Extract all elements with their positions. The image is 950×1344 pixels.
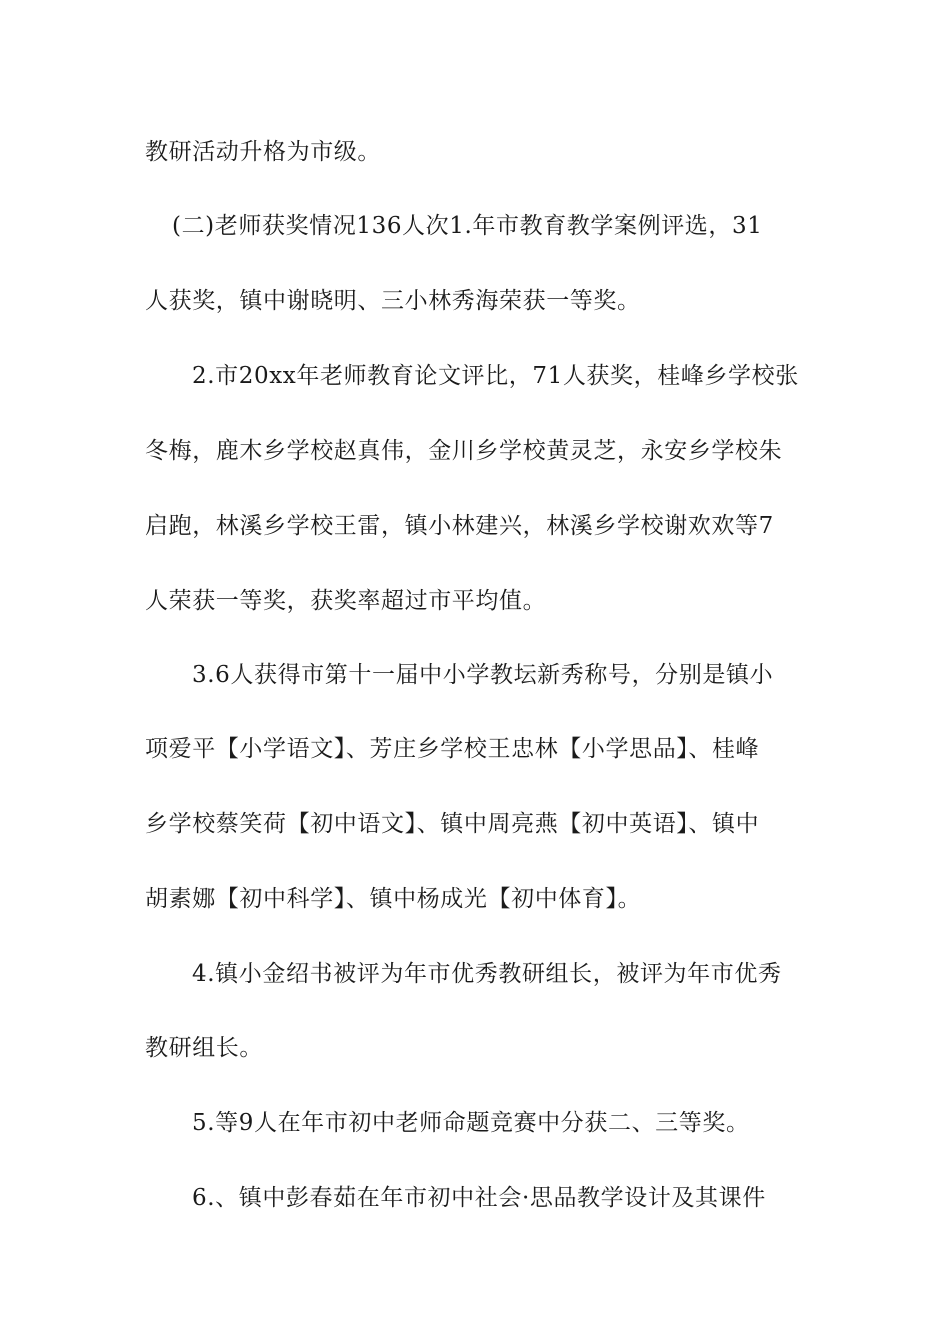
paragraph-start: 3.6人获得市第十一届中小学教坛新秀称号，分别是镇小 bbox=[192, 662, 774, 688]
text-line: 人荣获一等奖，获奖率超过市平均值。 bbox=[145, 588, 547, 614]
text-line: 胡素娜【初中科学】、镇中杨成光【初中体育】。 bbox=[145, 886, 642, 912]
paragraph-start: 6.、镇中彭春茹在年市初中社会·思品教学设计及其课件 bbox=[192, 1185, 766, 1211]
paragraph-start: 4.镇小金绍书被评为年市优秀教研组长，被评为年市优秀 bbox=[192, 961, 782, 987]
text-line: 冬梅，鹿木乡学校赵真伟，金川乡学校黄灵芝，永安乡学校朱 bbox=[145, 438, 783, 464]
text-line: 项爱平【小学语文】、芳庄乡学校王忠林【小学思品】、桂峰 bbox=[145, 736, 760, 762]
text-line: 教研活动升格为市级。 bbox=[145, 139, 381, 165]
text-line: 乡学校蔡笑荷【初中语文】、镇中周亮燕【初中英语】、镇中 bbox=[145, 811, 760, 837]
text-line: 教研组长。 bbox=[145, 1035, 263, 1061]
section-heading: (二)老师获奖情况136人次1.年市教育教学案例评选，31 bbox=[172, 213, 763, 239]
text-line: 启跑，林溪乡学校王雷，镇小林建兴，林溪乡学校谢欢欢等7 bbox=[145, 513, 774, 539]
paragraph-start: 2.市20xx年老师教育论文评比，71人获奖，桂峰乡学校张 bbox=[192, 363, 799, 389]
paragraph-start: 5.等9人在年市初中老师命题竞赛中分获二、三等奖。 bbox=[192, 1110, 750, 1136]
text-line: 人获奖，镇中谢晓明、三小林秀海荣获一等奖。 bbox=[145, 288, 641, 314]
